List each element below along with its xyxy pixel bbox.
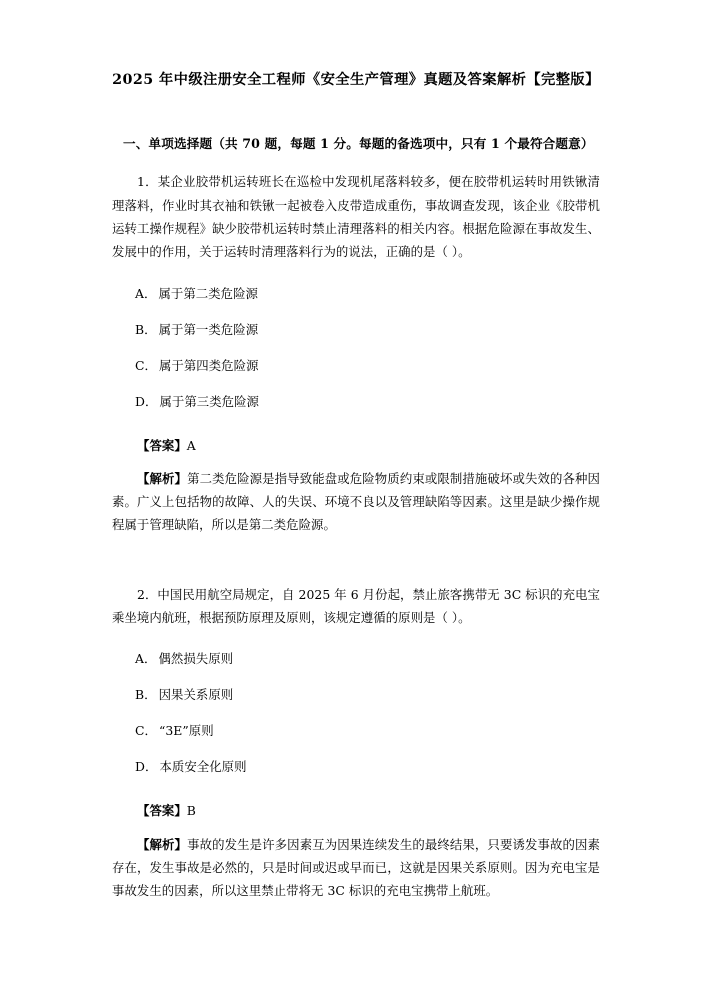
answer-line (112, 799, 600, 822)
question-block (112, 170, 600, 536)
analysis-text: 第二类危险源是指导致能盘或危险物质约束或限制措施破坏或失效的各种因素。广义上包括物的故障、人的失误、环境不良以及管理缺陷等因素。这里是缺少操作规程属于管理缺陷，所以是第二类危险源。 (112, 470, 600, 533)
option-list (112, 641, 600, 785)
option-letter: D． (135, 393, 158, 409)
option-item[interactable] (112, 749, 600, 785)
question-stem: 1．某企业胶带机运转班长在巡检中发现机尾落料较多，便在胶带机运转时用铁锹清理落料，作业时其衣袖和铁锹一起被卷入皮带造成重伤，事故调查发现，该企业《胶带机运转工操作规程》缺少胶带机运转时禁止清理落料的相关内容。根据危险源在事故发生、发展中的作用，关于运转时清理落料行为的说法，正确的是（ ）。 (112, 174, 600, 260)
option-letter: A． (135, 651, 157, 667)
analysis-marker: 【解析】 (137, 470, 188, 486)
option-label: 属于第一类危险源 (158, 321, 259, 337)
option-list (112, 276, 600, 420)
option-label: 偶然损失原则 (158, 651, 234, 667)
section-heading: 一、单项选择题（共 70 题，每题 1 分。每题的备选项中，只有 1 个最符合题意） (123, 136, 594, 152)
answer-marker: 【答案】 (137, 437, 187, 453)
analysis-paragraph (112, 833, 600, 903)
analysis-marker: 【解析】 (137, 836, 188, 852)
question-stem: 2．中国民用航空局规定，自 2025 年 6 月份起，禁止旅客携带无 3C 标识的充电宝乘坐境内航班，根据预防原理及原则，该规定遵循的原则是（ ）。 (112, 586, 600, 625)
option-label: 属于第四类危险源 (158, 357, 259, 373)
option-item[interactable] (112, 677, 600, 713)
analysis-paragraph (112, 467, 600, 537)
question-spacer (112, 537, 600, 583)
option-label: 因果关系原则 (158, 687, 234, 703)
option-item[interactable] (112, 348, 600, 384)
option-item[interactable] (112, 641, 600, 677)
option-item[interactable] (112, 384, 600, 420)
page-title: 2025 年中级注册安全工程师《安全生产管理》真题及答案解析【完整版】 (112, 72, 600, 88)
option-label: 属于第二类危险源 (158, 285, 258, 301)
option-letter: B． (135, 687, 157, 703)
answer-value: A (186, 437, 196, 453)
option-item[interactable] (112, 312, 600, 348)
option-label: 属于第三类危险源 (159, 393, 259, 409)
option-item[interactable] (112, 276, 600, 312)
option-letter: C． (135, 723, 157, 739)
answer-line (112, 434, 600, 457)
option-letter: D． (135, 759, 158, 775)
option-letter: C． (135, 357, 157, 373)
option-letter: A． (135, 285, 157, 301)
question-block (112, 583, 600, 903)
option-label: 本质安全化原则 (159, 759, 247, 775)
analysis-text: 事故的发生是许多因素互为因果连续发生的最终结果，只要诱发事故的因素存在，发生事故是必然的，只是时间或迟或早而已，这就是因果关系原则。因为充电宝是事故发生的因素，所以这里禁止带将无 3C 标识的充电宝携带上航班。 (112, 836, 600, 899)
option-label: “3E”原则 (158, 723, 214, 739)
option-letter: B． (135, 321, 157, 337)
answer-value: B (186, 803, 196, 819)
answer-marker: 【答案】 (137, 803, 187, 819)
option-item[interactable] (112, 713, 600, 749)
